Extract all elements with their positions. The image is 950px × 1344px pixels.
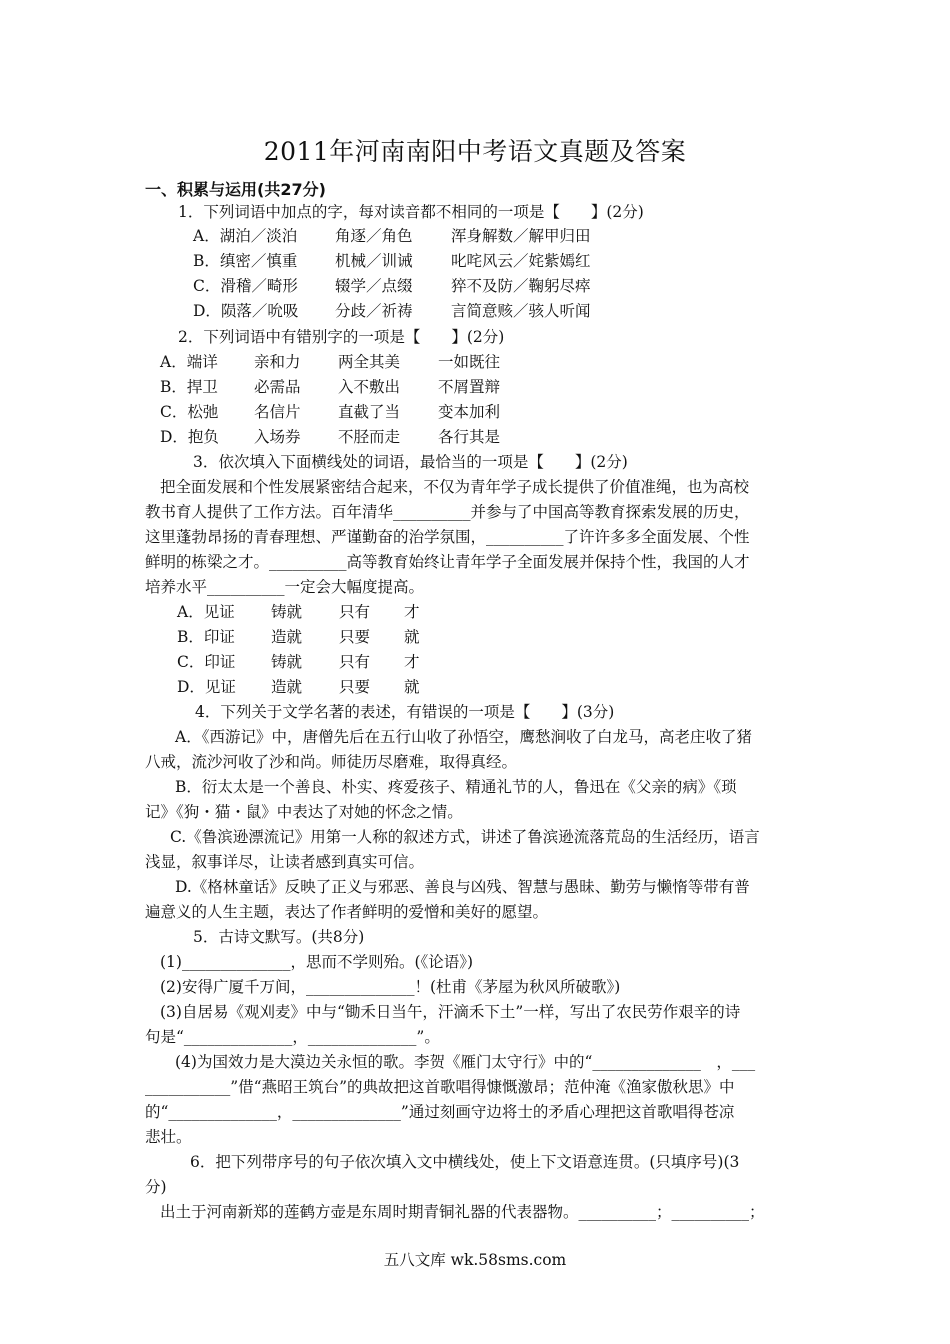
q4-option-d: D.《格林童话》反映了正义与邪恶、善良与凶残、智慧与愚昧、勤劳与懒惰等带有普 xyxy=(175,878,750,896)
q4-option-a: A．《西游记》中，唐僧先后在五行山收了孙悟空，鹰愁涧收了白龙马，高老庄收了猪 xyxy=(175,728,752,746)
q1-option-b: B．缜密／慎重 机械／训诫 叱咤风云／姹紫嫣红 xyxy=(193,252,591,270)
q6-stem-cont: 分) xyxy=(145,1178,167,1196)
section-heading: 一、积累与运用(共27分) xyxy=(145,180,326,199)
q3-paragraph-line: 培养水平__________一定会大幅度提高。 xyxy=(145,578,425,596)
q4-option-b-cont: 记》《狗・猫・鼠》中表达了对她的怀念之情。 xyxy=(145,803,463,821)
q4-option-c-cont: 浅显，叙事详尽，让读者感到真实可信。 xyxy=(145,853,425,871)
q4-option-d-cont: 遍意义的人生主题，表达了作者鲜明的爱憎和美好的愿望。 xyxy=(145,903,549,921)
q3-paragraph-line: 这里蓬勃昂扬的青春理想、严谨勤奋的治学氛围，__________了许许多多全面发展、个性 xyxy=(145,528,750,546)
q1-option-d: D．陨落／吮吸 分歧／祈祷 言简意赅／骇人听闻 xyxy=(193,302,591,320)
q3-paragraph-line: 鲜明的栋梁之才。__________高等教育始终让青年学子全面发展并保持个性，我国的人才 xyxy=(145,553,750,571)
q3-option-b: B．印证 造就 只要 就 xyxy=(177,628,420,646)
q3-paragraph-line: 教书育人提供了工作方法。百年清华__________并参与了中国高等教育探索发展的历史， xyxy=(145,503,750,521)
q5-stem: 5．古诗文默写。(共8分) xyxy=(193,928,365,946)
q5-item-3: (3)自居易《观刈麦》中与“锄禾日当午，汗滴禾下土”一样，写出了农民劳作艰辛的诗 xyxy=(160,1003,741,1021)
q1-option-c: C．滑稽／畸形 辍学／点缀 猝不及防／鞠躬尽瘁 xyxy=(193,277,591,295)
q3-option-c: C．印证 铸就 只有 才 xyxy=(177,653,420,671)
q5-item-1: (1)______________，思而不学则殆。(《论语》) xyxy=(160,953,474,971)
q5-item-2: (2)安得广厦千万间，______________！(杜甫《茅屋为秋风所破歌》) xyxy=(160,978,621,996)
page-title: 2011年河南南阳中考语文真题及答案 xyxy=(263,137,687,166)
q3-paragraph-line: 把全面发展和个性发展紧密结合起来，不仅为青年学子成长提供了价值准绳，也为高校 xyxy=(160,478,750,496)
q1-option-a: A．湖泊／淡泊 角逐／角色 浑身解数／解甲归田 xyxy=(193,227,591,245)
q2-option-a: A．端详 亲和力 两全其美 一如既往 xyxy=(160,353,501,371)
q5-item-4-cont: 悲壮。 xyxy=(145,1128,192,1146)
q5-item-4-cont: ___________”借“燕昭王筑台”的典故把这首歌唱得慷慨激昂；范仲淹《渔家傲秋思》中 xyxy=(145,1078,735,1096)
q2-option-d: D．抱负 入场券 不胫而走 各行其是 xyxy=(160,428,501,446)
q5-item-4: (4)为国效力是大漠边关永恒的歌。李贺《雁门太守行》中的“______________ ，___ xyxy=(175,1053,756,1071)
q3-option-d: D．见证 造就 只要 就 xyxy=(177,678,420,696)
q4-stem: 4．下列关于文学名著的表述，有错误的一项是【 】(3分) xyxy=(195,703,615,721)
q4-option-c: C.《鲁滨逊漂流记》用第一人称的叙述方式，讲述了鲁滨逊流落荒岛的生活经历，语言 xyxy=(170,828,760,846)
q5-item-3-cont: 句是“______________，______________”。 xyxy=(145,1028,440,1046)
q2-stem: 2．下列词语中有错别字的一项是【 】(2分) xyxy=(178,328,505,346)
q3-stem: 3．依次填入下面横线处的词语，最恰当的一项是【 】(2分) xyxy=(193,453,628,471)
q6-passage-line: 出土于河南新郑的莲鹤方壶是东周时期青铜礼器的代表器物。__________；__________； xyxy=(160,1203,765,1221)
q2-option-c: C．松弛 名信片 直截了当 变本加利 xyxy=(160,403,501,421)
footer-watermark: 五八文库 wk.58sms.com xyxy=(383,1251,567,1269)
q5-item-4-cont: 的“______________，______________”通过刻画守边将士的矛盾心理把这首歌唱得苍凉 xyxy=(145,1103,735,1121)
q2-option-b: B．捍卫 必需品 入不敷出 不屑置辩 xyxy=(160,378,501,396)
q1-stem: 1．下列词语中加点的字，每对读音都不相同的一项是【 】(2分) xyxy=(178,203,644,221)
q3-option-a: A．见证 铸就 只有 才 xyxy=(177,603,420,621)
q4-option-b: B．衍太太是一个善良、朴实、疼爱孩子、精通礼节的人，鲁迅在《父亲的病》《琐 xyxy=(175,778,737,796)
q4-option-a-cont: 八戒，流沙河收了沙和尚。师徒历尽磨难，取得真经。 xyxy=(145,753,518,771)
q6-stem: 6．把下列带序号的句子依次填入文中横线处，使上下文语意连贯。(只填序号)(3 xyxy=(190,1153,740,1171)
